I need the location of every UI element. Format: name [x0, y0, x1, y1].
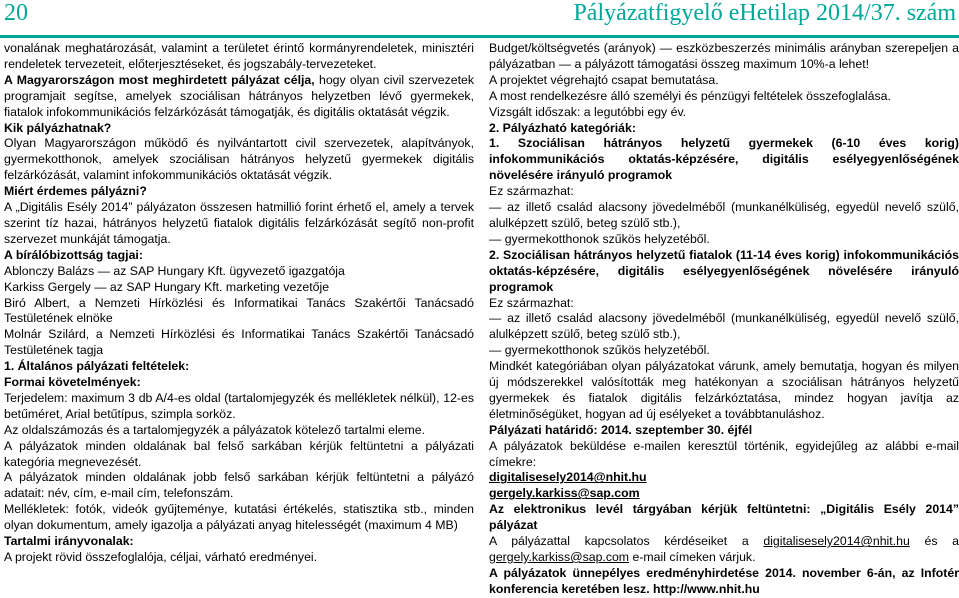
heading-kategoriak: 2. Pályázható kategóriák:: [489, 120, 636, 135]
page-header: [0, 0, 959, 36]
announcement: A pályázatok ünnepélyes eredményhirdetése 2014. november 6-án, az Infotér konferencia keretében lesz. http://www.nhit.hu: [489, 565, 959, 596]
heading-altalanos: 1. Általános pályázati feltételek:: [4, 359, 190, 374]
bold-lead: A Magyarországon most meghirdetett pályázat célja,: [4, 72, 315, 87]
paragraph: Mindkét kategóriában olyan pályázatokat várunk, amely bemutatja, hogyan és milyen új módszerekkel valósították meg hatékonyan a szociálisan hátrányos helyzetű gyermekek és fiatalok digitális felzárkóztatása, mindez hogyan javítja az életminőségüket, hogyan ad új esélyeket a továbbtanuláshoz.: [489, 359, 959, 421]
left-column: [4, 41, 474, 566]
paragraph: A projekt rövid összefoglalója, céljai, várható eredményei.: [4, 550, 318, 564]
paragraph: Olyan Magyarországon működő és nyilvántartott civil szervezetek, alapítványok, gyermekotthonok, amelyek szociálisan hátrányos helyzetű gyermekek digitális felzárkózását, valamint infokommunikációs oktatását végzik.: [4, 136, 474, 183]
heading-tartalmi: Tartalmi irányvonalak:: [4, 534, 134, 549]
paragraph: A projektet végrehajtó csapat bemutatása.: [489, 72, 719, 87]
subject-note: Az elektronikus levél tárgyában kérjük feltüntetni: „Digitális Esély 2014” pályázat: [489, 502, 959, 533]
category-2: 2. Szociálisan hátrányos helyzetű fiatalok (11-14 éves korig) infokommunikációs oktatás-képzésére, digitális esélyegyenlőségének növelésére irányuló programok: [489, 247, 959, 294]
paragraph: A pályázatok minden oldalának jobb felső sarkában kérjük feltüntetni a pályázó adatait: név, cím, e-mail cím, telefonszám.: [4, 470, 474, 501]
header-rule: [0, 35, 959, 38]
page-number: 20: [4, 0, 28, 26]
paragraph: A most rendelkezésre álló személyi és pénzügyi feltételek összefoglalása.: [489, 88, 891, 103]
deadline: Pályázati határidő: 2014. szeptember 30. éjfél: [489, 422, 753, 437]
email-link[interactable]: gergely.karkiss@sap.com: [489, 550, 630, 564]
email-link[interactable]: digitalisesely2014@nhit.hu: [489, 470, 647, 485]
paragraph: Ez származhat:: [489, 184, 574, 199]
text: e-mail címeken várjuk.: [629, 550, 756, 564]
committee-member: Ablonczy Balázs — az SAP Hungary Kft. ügyvezető igazgatója: [4, 263, 345, 278]
paragraph: Vizsgált időszak: a legutóbbi egy év.: [489, 104, 687, 119]
list-item: — gyermekotthonok szűkös helyzetéből.: [489, 343, 710, 358]
paragraph: Terjedelem: maximum 3 db A/4-es oldal (tartalomjegyzék és mellékletek nélkül), 12-es betűméret, Arial betűtípus, szimpla sorköz.: [4, 390, 474, 421]
committee-member: Karkiss Gergely — az SAP Hungary Kft. marketing vezetője: [4, 279, 330, 294]
paragraph: A pályázatok minden oldalának bal felső sarkában kérjük feltüntetni a pályázati kategória megnevezését.: [4, 438, 474, 469]
paragraph: Mellékletek: fotók, videók gyűjteménye, kutatási értékelés, statisztika stb., minden olyan dokumentum, amely igazolja a pályázati anyag hitelességét (maximum 4 MB): [4, 502, 474, 533]
heading-miert: Miért érdemes pályázni?: [4, 184, 147, 199]
paragraph-text: hogy olyan civil szervezetek programjait segítse, amelyek szociálisan hátrányos helyzetben lévő gyermekek, fiatalok infokommunikációs felzárkózását támogatják, és digitális oktatását végzik.: [4, 72, 474, 119]
publication-title: Pályázatfigyelő eHetilap 2014/37. szám: [573, 0, 956, 26]
heading-formai: Formai követelmények:: [4, 375, 141, 390]
committee-member: Molnár Szilárd, a Nemzeti Hírközlési és Informatikai Tanács Szakértői Tanácsadó Testületének tagja: [4, 327, 474, 358]
heading-bizottsag: A bírálóbizottság tagjai:: [4, 247, 143, 262]
text: A pályázattal kapcsolatos kérdéseiket a: [489, 534, 764, 549]
committee-member: Biró Albert, a Nemzeti Hírközlési és Informatikai Tanács Szakértői Tanácsadó Testületének elnöke: [4, 295, 474, 326]
category-1: 1. Szociálisan hátrányos helyzetű gyermekek (6-10 éves korig) infokommunikációs oktatás-képzésére, digitális esélyegyenlőségének növelésére irányuló programok: [489, 136, 959, 183]
list-item: — gyermekotthonok szűkös helyzetéből.: [489, 231, 710, 246]
paragraph: A „Digitális Esély 2014” pályázaton összesen hatmillió forint érhető el, amely a tervek szerint tíz hazai, hátrányos helyzetű fiatalok digitális felzárkózását segítő non-profit szervezet munkáját támogatja.: [4, 200, 474, 246]
email-link[interactable]: digitalisesely2014@nhit.hu: [763, 534, 910, 549]
paragraph: A pályázatok beküldése e-mailen keresztül történik, egyidejűleg az alábbi e-mail címekre:: [489, 438, 959, 469]
list-item: — az illető család alacsony jövedelméből (munkanélküliség, egyedül nevelő szülő, alulképzett szülő, beteg szülő stb.),: [489, 200, 959, 230]
paragraph: Ez származhat:: [489, 295, 574, 310]
paragraph: vonalának meghatározását, valamint a területet érintő kormányrendeletek, minisztéri rendeletek tervezeteit, előterjesztéseket, és jogszabály-tervezeteket.: [4, 41, 474, 71]
heading-kik: Kik pályázhatnak?: [4, 120, 112, 135]
paragraph: Az oldalszámozás és a tartalomjegyzék a pályázatok kötelező tartalmi eleme.: [4, 422, 426, 437]
paragraph: [4, 73, 474, 121]
paragraph: Budget/költségvetés (arányok) — eszközbeszerzés minimális arányban szerepeljen a pályázatban — a pályázott támogatási összeg maximum 10%-a lehet!: [489, 41, 959, 71]
text: és a: [909, 534, 959, 549]
list-item: — az illető család alacsony jövedelméből (munkanélküliség, egyedül nevelő szülő, alulképzett szülő, beteg szülő stb.),: [489, 311, 959, 342]
paragraph: [489, 534, 959, 566]
right-column: [489, 41, 959, 598]
email-link[interactable]: gergely.karkiss@sap.com: [489, 486, 640, 501]
